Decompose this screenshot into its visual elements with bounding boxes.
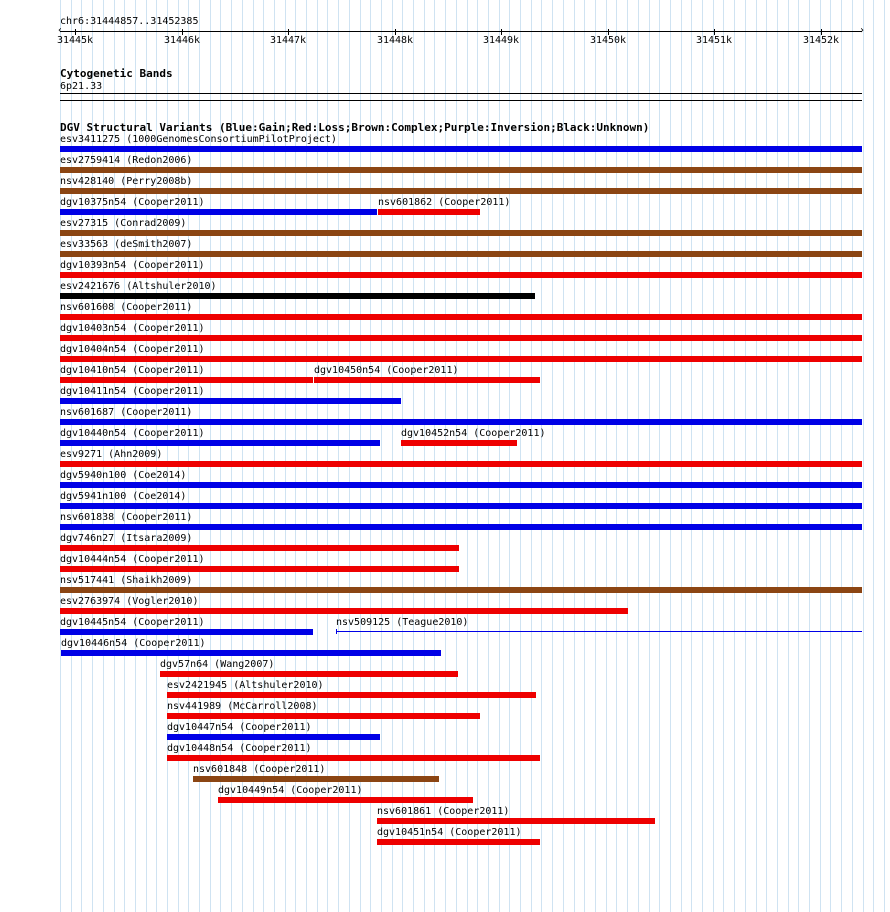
ruler-tick-label: 31445k	[56, 35, 94, 46]
variant-bar-complex[interactable]	[193, 776, 439, 782]
variant-bar-gain[interactable]	[60, 503, 862, 509]
variant-label: dgv10447n54 (Cooper2011)	[167, 722, 312, 733]
variant-label: dgv10446n54 (Cooper2011)	[61, 638, 206, 649]
variant-bar-loss[interactable]	[167, 692, 536, 698]
variant-label: nsv601608 (Cooper2011)	[60, 302, 193, 313]
variant-label: esv2421945 (Altshuler2010)	[167, 680, 324, 691]
ruler-tick-label: 31446k	[163, 35, 201, 46]
variant-bar-loss[interactable]	[60, 566, 459, 572]
variant-bar-gain[interactable]	[60, 629, 313, 635]
variant-bar-unknown[interactable]	[60, 293, 535, 299]
variant-bar-gain[interactable]	[61, 650, 441, 656]
ruler-tick-label: 31449k	[482, 35, 520, 46]
variant-label: dgv10411n54 (Cooper2011)	[60, 386, 205, 397]
variant-bar-loss[interactable]	[60, 377, 313, 383]
cytoband-band-top	[60, 93, 862, 94]
variant-label: dgv10449n54 (Cooper2011)	[218, 785, 363, 796]
variant-bar-loss[interactable]	[60, 545, 459, 551]
variant-label: dgv10451n54 (Cooper2011)	[377, 827, 522, 838]
cytoband-label: 6p21.33	[60, 81, 103, 92]
variant-label: dgv10444n54 (Cooper2011)	[60, 554, 205, 565]
variant-bar-loss[interactable]	[377, 818, 655, 824]
variant-bar-loss[interactable]	[60, 335, 862, 341]
variant-label: nsv428140 (Perry2008b)	[60, 176, 193, 187]
variant-label: nsv517441 (Shaikh2009)	[60, 575, 193, 586]
variant-bar-gain[interactable]	[60, 398, 401, 404]
variant-label: esv9271 (Ahn2009)	[60, 449, 163, 460]
ruler-axis	[60, 31, 862, 32]
variant-bar-loss[interactable]	[60, 356, 862, 362]
variant-label: dgv57n64 (Wang2007)	[160, 659, 275, 670]
variant-label: esv27315 (Conrad2009)	[60, 218, 187, 229]
ruler-tick-label: 31450k	[589, 35, 627, 46]
variant-label: esv33563 (deSmith2007)	[60, 239, 193, 250]
variant-label: esv3411275 (1000GenomesConsortiumPilotProject)	[60, 134, 337, 145]
variant-bar-gain[interactable]	[60, 440, 380, 446]
variant-bar-complex[interactable]	[60, 251, 862, 257]
variant-bar-gain[interactable]	[167, 734, 380, 740]
variant-label: dgv10445n54 (Cooper2011)	[60, 617, 205, 628]
variant-bar-gain[interactable]	[60, 524, 862, 530]
variant-label: nsv601861 (Cooper2011)	[377, 806, 510, 817]
variant-label: dgv10393n54 (Cooper2011)	[60, 260, 205, 271]
variant-bar-loss[interactable]	[60, 608, 628, 614]
variant-label: nsv601862 (Cooper2011)	[378, 197, 511, 208]
ruler-arrow-left: ‹	[57, 25, 64, 36]
variant-label: nsv441989 (McCarroll2008)	[167, 701, 318, 712]
ruler-tick-label: 31451k	[695, 35, 733, 46]
variant-label: nsv509125 (Teague2010)	[336, 617, 469, 628]
variant-label: esv2759414 (Redon2006)	[60, 155, 193, 166]
variant-label: dgv746n27 (Itsara2009)	[60, 533, 193, 544]
variant-label: dgv10403n54 (Cooper2011)	[60, 323, 205, 334]
variant-bar-gain[interactable]	[336, 631, 862, 632]
variant-label: esv2763974 (Vogler2010)	[60, 596, 199, 607]
variant-bar-loss[interactable]	[160, 671, 458, 677]
variant-label: dgv10410n54 (Cooper2011)	[60, 365, 205, 376]
variant-bar-gain[interactable]	[60, 419, 862, 425]
ruler-tick-label: 31448k	[376, 35, 414, 46]
variant-label: dgv10448n54 (Cooper2011)	[167, 743, 312, 754]
variant-label: dgv10452n54 (Cooper2011)	[401, 428, 546, 439]
variant-label: dgv10450n54 (Cooper2011)	[314, 365, 459, 376]
variant-bar-complex[interactable]	[60, 587, 862, 593]
variant-label: dgv10440n54 (Cooper2011)	[60, 428, 205, 439]
variant-label: dgv10375n54 (Cooper2011)	[60, 197, 205, 208]
variant-label: nsv601838 (Cooper2011)	[60, 512, 193, 523]
dgv-track-title: DGV Structural Variants (Blue:Gain;Red:Loss;Brown:Complex;Purple:Inversion;Black:Unknown)	[60, 121, 650, 134]
variant-bar-loss[interactable]	[401, 440, 517, 446]
variant-label: nsv601848 (Cooper2011)	[193, 764, 326, 775]
variant-bar-loss[interactable]	[60, 461, 862, 467]
variant-bar-loss[interactable]	[377, 839, 540, 845]
variant-bar-loss[interactable]	[60, 272, 862, 278]
variant-bar-loss[interactable]	[167, 713, 480, 719]
variant-label: esv2421676 (Altshuler2010)	[60, 281, 217, 292]
variant-bar-gain[interactable]	[60, 482, 862, 488]
variant-bar-loss[interactable]	[167, 755, 540, 761]
cytoband-band-bottom	[60, 100, 862, 101]
variant-bar-loss[interactable]	[218, 797, 473, 803]
variant-bar-loss[interactable]	[378, 209, 480, 215]
cytoband-track-title: Cytogenetic Bands	[60, 67, 173, 80]
ruler-tick-label: 31447k	[269, 35, 307, 46]
variant-bar-gain[interactable]	[60, 209, 377, 215]
ruler-arrow-right: ›	[859, 25, 866, 36]
variant-label: dgv10404n54 (Cooper2011)	[60, 344, 205, 355]
variant-label: dgv5940n100 (Coe2014)	[60, 470, 187, 481]
variant-bar-complex[interactable]	[60, 188, 862, 194]
variant-bar-complex[interactable]	[60, 230, 862, 236]
variant-label: nsv601687 (Cooper2011)	[60, 407, 193, 418]
variant-label: dgv5941n100 (Coe2014)	[60, 491, 187, 502]
ruler-location: chr6:31444857..31452385	[60, 16, 199, 27]
variant-bar-gain[interactable]	[60, 146, 862, 152]
variant-bar-loss[interactable]	[314, 377, 540, 383]
variant-bar-complex[interactable]	[60, 167, 862, 173]
variant-bar-loss[interactable]	[60, 314, 862, 320]
ruler-tick-label: 31452k	[802, 35, 840, 46]
